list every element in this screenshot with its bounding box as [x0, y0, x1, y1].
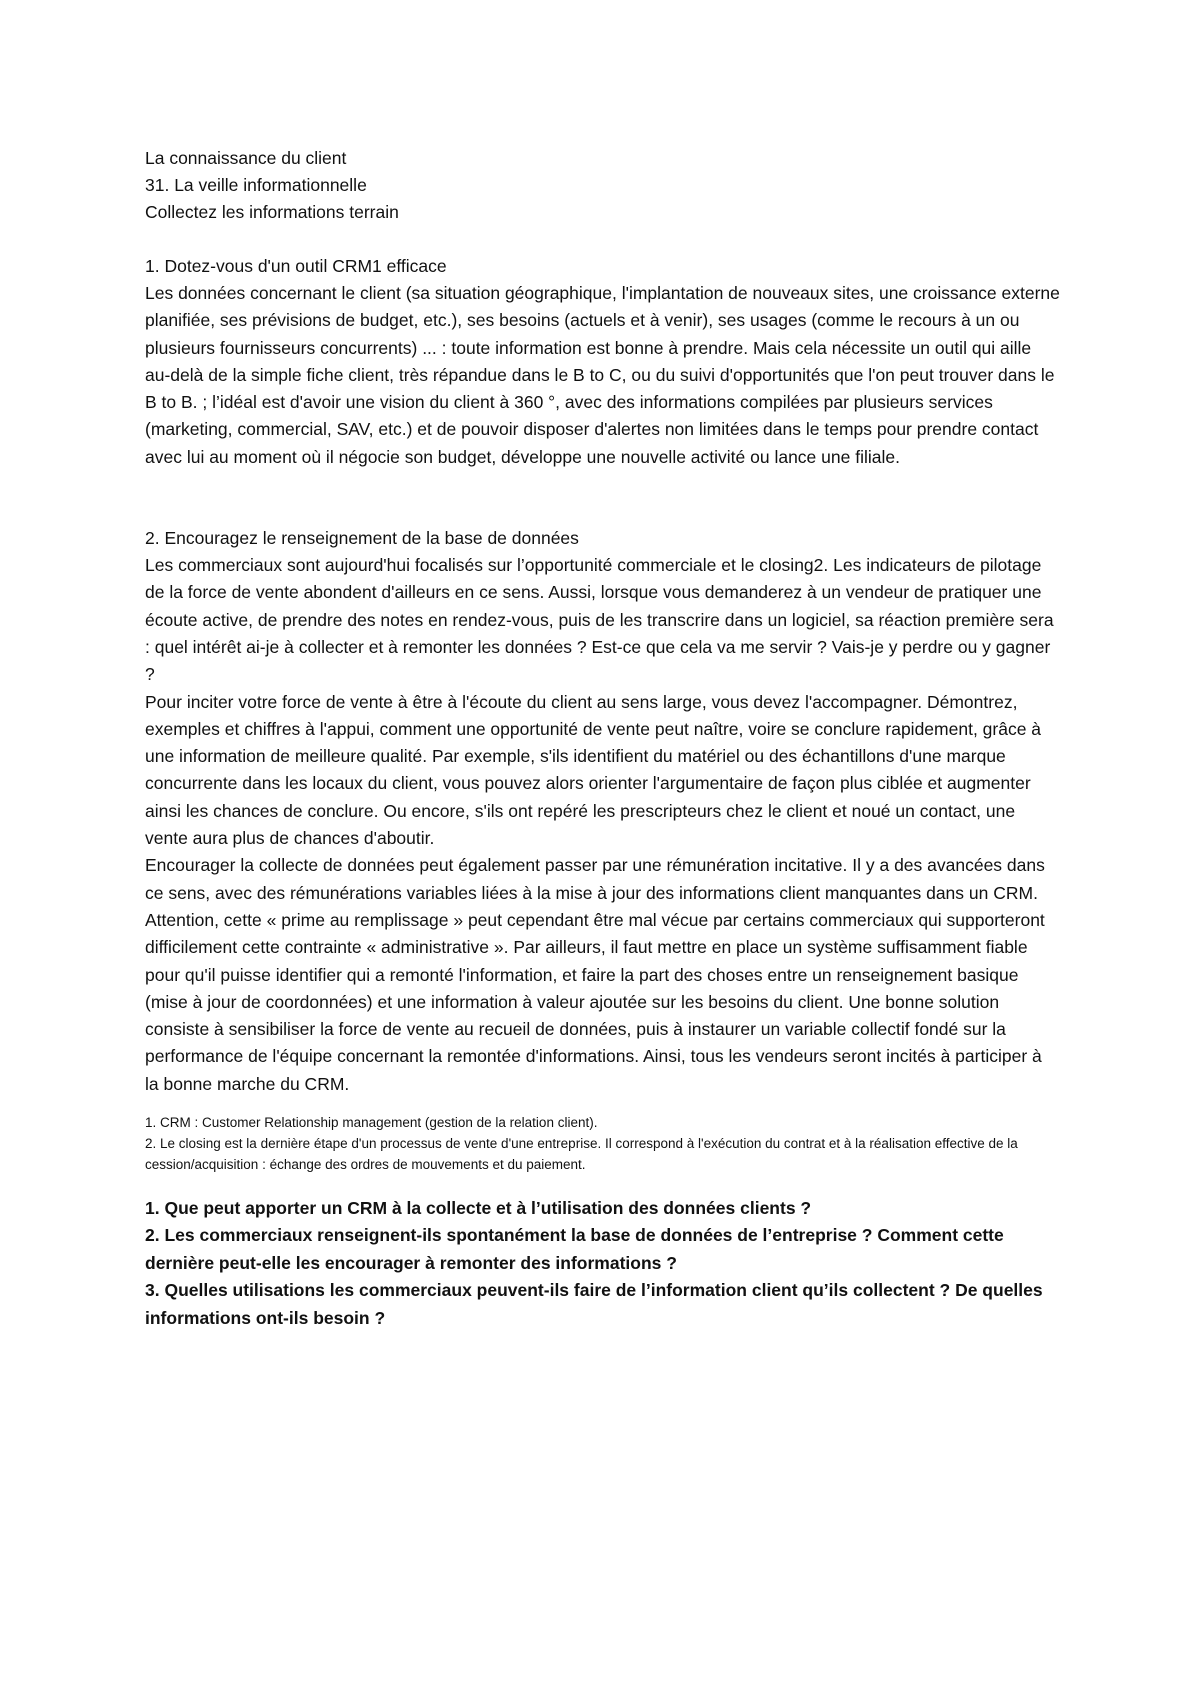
- section1-body: Les données concernant le client (sa situation géographique, l'implantation de nouveaux sites, une croissance externe planifiée, ses prévisions de budget, etc.), ses besoins (actuels et à venir), ses usages (comme le recours à un ou plusieurs fournisseurs concurrents) ... : toute information est bonne à prendre. Mais cela nécessite un outil qui aille au-delà de la simple fiche client, très répandue dans le B to C, ou du suivi d'opportunités que l'on peut trouver dans le B to B. ; l’idéal est d'avoir une vision du client à 360 °, avec des informations compilées par plusieurs services (marketing, commercial, SAV, etc.) et de pouvoir disposer d'alertes non limitées dans le temps pour prendre contact avec lui au moment où il négocie son budget, développe une nouvelle activité ou lance une filiale.: [145, 283, 1060, 467]
- question-2: 2. Les commerciaux renseignent-ils spontanément la base de données de l’entreprise ? Comment cette dernière peut-elle les encourager à remonter des informations ?: [145, 1225, 1004, 1273]
- document-heading: La connaissance du client: [145, 148, 347, 168]
- subsection-heading: Collectez les informations terrain: [145, 202, 399, 222]
- footnote-1: 1. CRM : Customer Relationship management (gestion de la relation client).: [145, 1115, 598, 1131]
- document-page: [145, 145, 1060, 1332]
- section1-title: 1. Dotez-vous d'un outil CRM1 efficace: [145, 256, 447, 276]
- spacer: [145, 471, 1060, 525]
- spacer: [145, 226, 1060, 253]
- section2-paragraph-2: Pour inciter votre force de vente à être à l'écoute du client au sens large, vous devez l'accompagner. Démontrez, exemples et chiffres à l'appui, comment une opportunité de vente peut naître, voire se conclure rapidement, grâce à une information de meilleure qualité. Par exemple, s'ils identifient du matériel ou des échantillons d'une marque concurrente dans les locaux du client, vous pouvez alors orienter l'argumentaire de façon plus ciblée et augmenter ainsi les chances de conclure. Ou encore, s'ils ont repéré les prescripteurs chez le client et noué un contact, une vente aura plus de chances d'aboutir.: [145, 691, 1042, 849]
- question-1: 1. Que peut apporter un CRM à la collecte et à l’utilisation des données clients ?: [145, 1198, 812, 1219]
- section-heading: 31. La veille informationnelle: [145, 175, 367, 195]
- section2-paragraph-3: Encourager la collecte de données peut également passer par une rémunération incitative. Il y a des avancées dans ce sens, avec des rémunérations variables liées à la mise à jour des informations client manquantes dans un CRM.: [145, 855, 1045, 903]
- question-3: 3. Quelles utilisations les commerciaux peuvent-ils faire de l’information client qu’ils collectent ? De quelles informations ont-ils besoin ?: [145, 1280, 1043, 1328]
- footnotes: [145, 1112, 1060, 1175]
- section2-paragraph-1: Les commerciaux sont aujourd'hui focalisés sur l’opportunité commerciale et le closing2. Les indicateurs de pilotage de la force de vente abondent d'ailleurs en ce sens. Aussi, lorsque vous demanderez à un vendeur de pratiquer une écoute active, de prendre des notes en rendez-vous, puis de les transcrire dans un logiciel, sa réaction première sera : quel intérêt ai-je à collecter et à remonter les données ? Est-ce que cela va me servir ? Vais-je y perdre ou y gagner ?: [145, 555, 1054, 685]
- footnote-2: 2. Le closing est la dernière étape d'un processus de vente d'une entreprise. Il correspond à l'exécution du contrat et à la réalisation effective de la cession/acquisition : échange des ordres de mouvements et du paiement.: [145, 1136, 1018, 1173]
- section2-paragraph-4: Attention, cette « prime au remplissage » peut cependant être mal vécue par certains commerciaux qui supporteront difficilement cette contrainte « administrative ». Par ailleurs, il faut mettre en place un système suffisamment fiable pour qu'il puisse identifier qui a remonté l'information, et faire la part des choses entre un renseignement basique (mise à jour de coordonnées) et une information à valeur ajoutée sur les besoins du client. Une bonne solution consiste à sensibiliser la force de vente au recueil de données, puis à instaurer un variable collectif fondé sur la performance de l'équipe concernant la remontée d'informations. Ainsi, tous les vendeurs seront incités à participer à la bonne marche du CRM.: [145, 909, 1045, 1094]
- questions: [145, 1195, 1060, 1332]
- section2-title: 2. Encouragez le renseignement de la base de données: [145, 528, 579, 549]
